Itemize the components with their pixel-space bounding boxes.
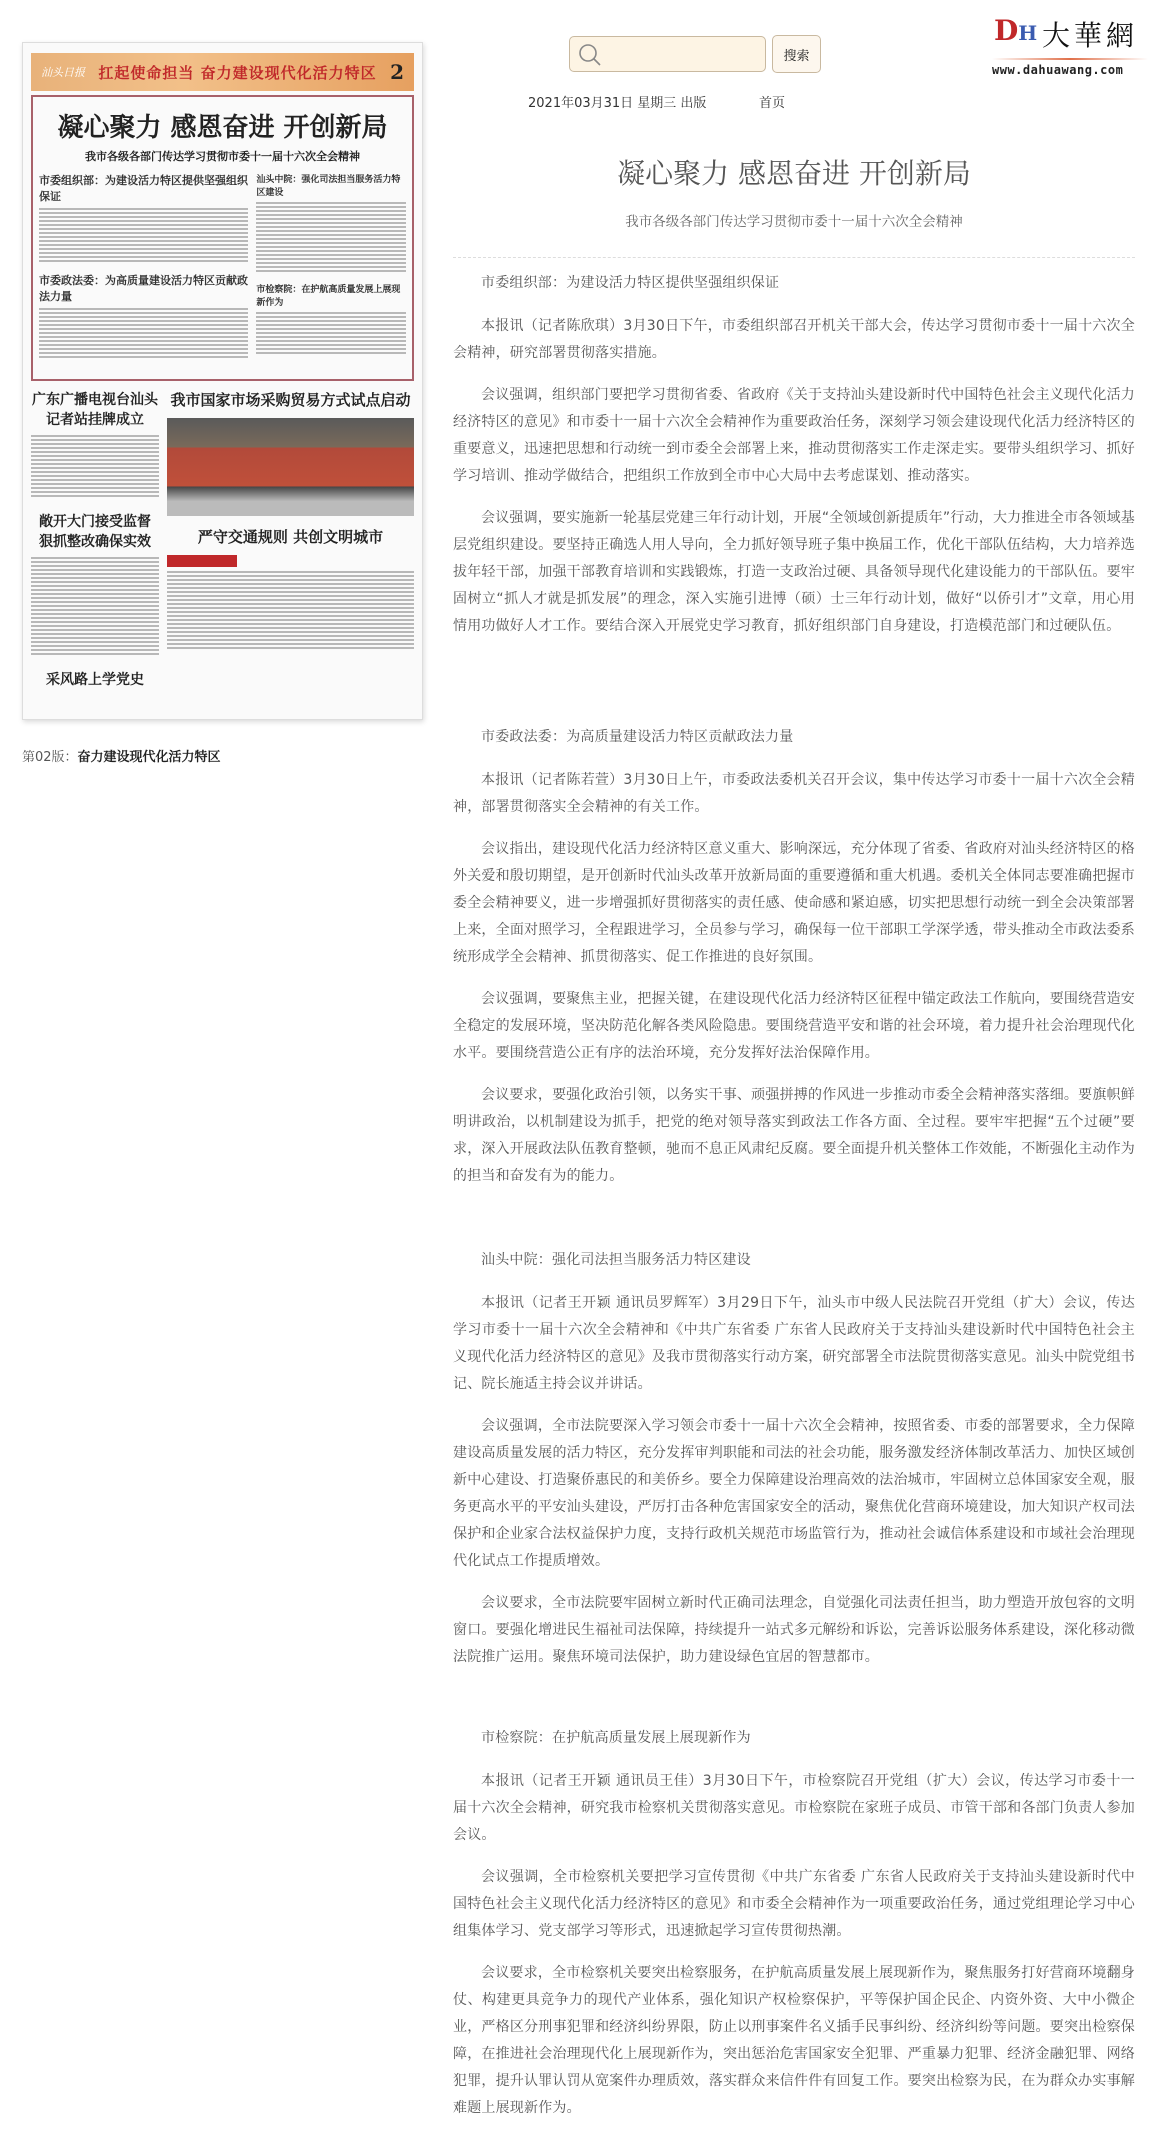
section-heading: 汕头中院：强化司法担当服务活力特区建设 [481,1252,751,1268]
page-section-label[interactable] [22,746,221,765]
article-subtitle: 我市各级各部门传达学习贯彻市委十一届十六次全会精神 [625,214,963,230]
thumbnail-article-head: 严守交通规则 共创文明城市 [197,528,384,546]
paragraph: 会议要求，全市法院要牢固树立新时代正确司法理念，自觉强化司法责任担当，助力塑造开放包容的文明窗口。要强化增进民生福祉司法保障，持续提升一站式多元解纷和诉讼，完善诉讼服务体系建设，深化移动微法院推广运用。聚焦环境司法保护，助力建设绿色宜居的智慧都市。 [453,1595,1135,1665]
paragraph: 会议要求，要强化政治引领，以务实干事、顽强拼搏的作风进一步推动市委全会精神落实落细。要旗帜鲜明讲政治，以机制建设为抓手，把党的绝对领导落实到政法工作各方面、全过程。要牢牢把握“五个过硬”要求，深入开展政法队伍教育整顿，驰而不息正风肃纪反腐。要全面提升机关整体工作效能，不断强化主动作为的担当和奋发有为的能力。 [453,1087,1135,1184]
newspaper-page-thumbnail[interactable] [22,42,423,720]
paragraph: 会议指出，建设现代化活力经济特区意义重大、影响深远，充分体现了省委、省政府对汕头经济特区的格外关爱和殷切期望，是开创新时代汕头改革开放新局面的重要遵循和重大机遇。委机关全体同志要准确把握市委全会精神要义，进一步增强抓好贯彻落实的责任感、使命感和紧迫感，切实把思想行动统一到全会决策部署上来，全面对照学习，全程跟进学习，全员参与学习，确保每一位干部职工学深学透，带头推动全市政法委系统形成学全会精神、抓贯彻落实、促工作推进的良好氛围。 [453,841,1135,965]
thumbnail-text-block [39,208,248,264]
thumbnail-article-head: 敞开大门接受监督 狠抓整改确保实效 [39,514,151,550]
thumbnail-article-head: 广东广播电视台汕头记者站挂牌成立 [32,392,158,428]
search-button[interactable]: 搜索 [772,35,821,73]
logo-mark-icon: DH [994,14,1038,47]
logo-underline [992,58,1148,60]
page-section-name[interactable]: 奋力建设现代化活力特区 [77,750,221,765]
search-input[interactable] [569,36,766,72]
paragraph: 会议强调，全市检察机关要把学习宣传贯彻《中共广东省委 广东省人民政府关于支持汕头建设新时代中国特色社会主义现代化活力经济特区的意见》和市委全会精神作为一项重要政治任务，通过党组理论学习中心组集体学习、党支部学习等形式，迅速掀起学习宣传贯彻热潮。 [453,1869,1135,1939]
publication-date: 2021年03月31日 星期三 出版 [528,96,707,111]
section-heading: 市委政法委：为高质量建设活力特区贡献政法力量 [481,729,794,745]
paragraph: 会议强调，要聚焦主业，把握关键，在建设现代化活力经济特区征程中锚定政法工作航向，要围绕营造安全稳定的发展环境，坚决防范化解各类风险隐患。要围绕营造平安和谐的社会环境，着力提升社会治理现代化水平。要围绕营造公正有序的法治环境，充分发挥好法治保障作用。 [453,991,1135,1061]
paragraph: 会议要求，全市检察机关要突出检察服务，在护航高质量发展上展现新作为，聚焦服务打好营商环境翻身仗、构建更具竞争力的现代产业体系，强化知识产权检察保护，平等保护国企民企、内资外资、大中小微企业，严格区分刑事犯罪和经济纠纷界限，防止以刑事案件名义插手民事纠纷、经济纠纷等问题。要突出检察保障，在推进社会治理现代化上展现新作为，突出惩治危害国家安全犯罪、严重暴力犯罪、经济金融犯罪、网络犯罪，提升认罪认罚从宽案件办理质效，落实群众来信件件有回复工作。要突出检察为民，在为群众办实事解难题上展现新作为。 [453,1965,1135,2116]
thumbnail-photo-truck [167,418,414,516]
title-divider [453,257,1135,258]
thumbnail-text-block [167,571,414,651]
site-logo[interactable] [990,8,1150,78]
section-heading: 市检察院：在护航高质量发展上展现新作为 [481,1730,751,1746]
thumbnail-box-head: 市检察院：在护航高质量发展上展现新作为 [256,285,401,308]
thumbnail-header-bar [31,53,414,91]
paragraph: 会议强调，组织部门要把学习贯彻省委、省政府《关于支持汕头建设新时代中国特色社会主义现代化活力经济特区的意见》和市委十一届十六次全会精神作为重要政治任务，深刻学习领会建设现代化活力经济特区的重要意义，迅速把思想和行动统一到市委全会部署上来，推动贯彻落实工作走深走实。要带头组织学习、抓好学习培训、推动学做结合，把组织工作放到全市中心大局中去考虑谋划、推动落实。 [453,387,1135,484]
paragraph: 会议强调，要实施新一轮基层党建三年行动计划，开展“全领域创新提质年”行动，大力推进全市各领域基层党组织建设。要坚持正确选人用人导向，全力抓好领导班子集中换届工作，优化干部队伍结构，大力培养选拔年轻干部，加强干部教育培训和实践锻炼，打造一支政治过硬、具备领导现代化建设能力的干部队伍。要牢固树立“抓人才就是抓发展”的理念，深入实施引进博（硕）士三年行动计划，做好“以侨引才”文章，用心用情用功做好人才工作。要结合深入开展党史学习教育，抓好组织部门自身建设，打造模范部门和过硬队伍。 [453,510,1135,634]
thumbnail-box-head: 市委政法委：为高质量建设活力特区贡献政法力量 [39,274,248,303]
thumbnail-box-head: 市委组织部：为建设活力特区提供坚强组织保证 [39,174,248,203]
thumbnail-text-block [39,308,248,360]
thumbnail-page-number: 2 [390,60,404,84]
article-title: 凝心聚力 感恩奋进 开创新局 [617,157,971,190]
thumbnail-subheadline: 我市各级各部门传达学习贯彻市委十一届十六次全会精神 [85,150,360,163]
article-section [453,270,1135,655]
thumbnail-article-head: 我市国家市场采购贸易方式试点启动 [170,391,411,409]
search-icon [577,42,603,68]
thumbnail-article-head: 采风路上学党史 [46,672,144,688]
section-heading: 市委组织部：为建设活力特区提供坚强组织保证 [481,275,780,291]
thumbnail-lead-box[interactable] [31,95,414,381]
article-section [453,724,1135,1205]
paragraph: 本报讯（记者王开颖 通讯员罗辉军）3月29日下午，汕头市中级人民法院召开党组（扩大）会议，传达学习市委十一届十六次全会精神和《中共广东省委 广东省人民政府关于支持汕头建设新时代中国特色社会主义现代化活力经济特区的意见》及我市贯彻落实行动方案，研究部署全市法院贯彻落实意见。汕头中院党组书记、院长施适主持会议并讲话。 [453,1295,1135,1392]
paragraph: 会议强调，全市法院要深入学习领会市委十一届十六次全会精神，按照省委、市委的部署要求，全力保障建设高质量发展的活力特区，充分发挥审判职能和司法的社会功能，服务激发经济体制改革活力、加快区域创新中心建设、打造聚侨惠民的和美侨乡。要全力保障建设治理高效的法治城市，牢固树立总体国家安全观，服务更高水平的平安汕头建设，严厉打击各种危害国家安全的活动，聚焦优化营商环境建设，加大知识产权司法保护和企业家合法权益保护力度，支持行政机关规范市场监管行为，推动社会诚信体系建设和市域社会治理现代化试点工作提质增效。 [453,1418,1135,1569]
page-number-label: 第02版： [22,750,78,765]
thumbnail-box-head: 汕头中院：强化司法担当服务活力特区建设 [256,175,401,198]
paragraph: 本报讯（记者陈若萱）3月30日上午，市委政法委机关召开会议，集中传达学习市委十一届十六次全会精神，部署贯彻落实全会精神的有关工作。 [453,772,1135,815]
thumbnail-slogan: 扛起使命担当 奋力建设现代化活力特区 [98,63,377,82]
logo-url: www.dahuawang.com [992,63,1124,77]
thumbnail-text-block [31,557,159,657]
thumbnail-brand: 汕头日报 [41,66,85,79]
thumbnail-red-tag [167,555,237,567]
thumbnail-text-block [256,312,406,356]
logo-name: 大華網 [1042,19,1139,52]
article-section [453,1247,1135,1686]
thumbnail-text-block [256,202,406,274]
thumbnail-headline: 凝心聚力 感恩奋进 开创新局 [57,113,388,143]
article-section [453,1725,1135,2137]
paragraph: 本报讯（记者王开颖 通讯员王佳）3月30日下午，市检察院召开党组（扩大）会议，传达学习市委十一届十六次全会精神，研究我市检察机关贯彻落实意见。市检察院在家班子成员、市管干部和各部门负责人参加会议。 [453,1773,1135,1843]
home-link[interactable]: 首页 [759,96,786,111]
paragraph: 本报讯（记者陈欣琪）3月30日下午，市委组织部召开机关干部大会，传达学习贯彻市委十一届十六次全会精神，研究部署贯彻落实措施。 [453,318,1135,361]
thumbnail-text-block [31,435,159,499]
